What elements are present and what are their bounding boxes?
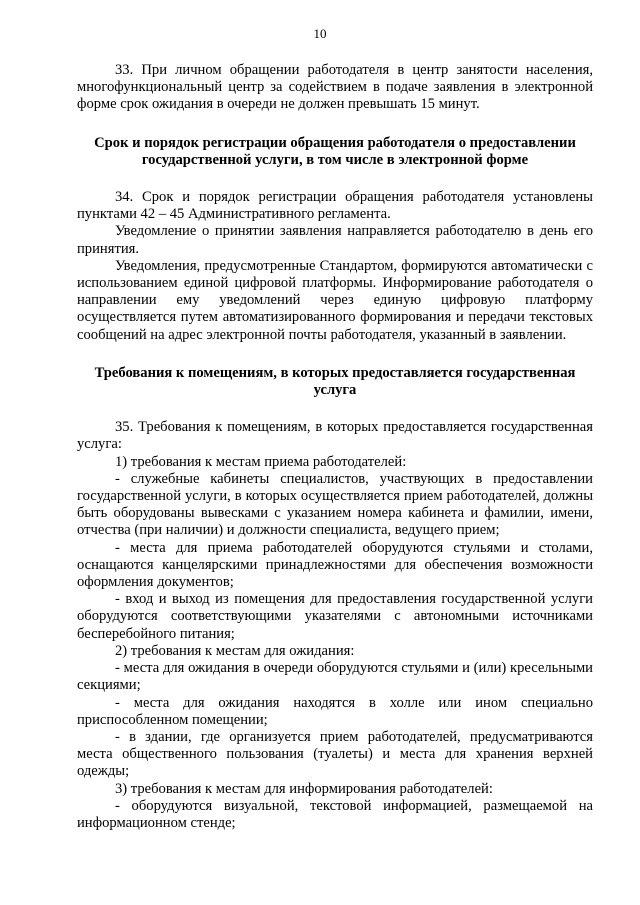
- list-item: - вход и выход из помещения для предоставления государственной услуги оборудуются соответствующими указателями с автономными источниками бесперебойного питания;: [77, 591, 593, 642]
- list-item: 3) требования к местам для информирования работодателей:: [115, 780, 493, 797]
- list-item: - служебные кабинеты специалистов, участвующих в предоставлении государственной услуги, в которых осуществляется прием работодателей, должны быть оборудованы вывесками с указанием номера кабинета и фамилии, имени, отчества (при наличии) и должности специалиста, ведущего прием;: [77, 470, 593, 539]
- list-item: 2) требования к местам для ожидания:: [115, 642, 355, 659]
- paragraph-35: 35. Требования к помещениям, в которых предоставляется государственная услуга:: [77, 419, 593, 453]
- list-item: - в здании, где организуется прием работодателей, предусматриваются места общественного пользования (туалеты) и места для хранения верхней одежды;: [77, 728, 593, 780]
- section-heading-registration: Срок и порядок регистрации обращения работодателя о предоставлении государственной услуги, в том числе в электронной форме: [94, 134, 576, 168]
- document-body: [77, 62, 593, 832]
- page-number: 10: [313, 26, 327, 41]
- list-item: - места для ожидания находятся в холле или ином специально приспособленном помещении;: [77, 694, 593, 728]
- paragraph-notifications-platform: Уведомления, предусмотренные Стандартом, формируются автоматически с использованием единой цифровой платформы. Информирование работодателя о направлении ему уведомлений через единую цифровую платформу осуществляется путем автоматизированного формирования и передачи текстовых сообщений на адрес электронной почты работодателя, указанный в заявлении.: [77, 257, 593, 343]
- list-item: - места для ожидания в очереди оборудуются стульями и (или) кресельными секциями;: [77, 660, 593, 694]
- paragraph-notification: Уведомление о принятии заявления направляется работодателю в день его принятия.: [77, 223, 593, 257]
- list-item: 1) требования к местам приема работодателей:: [115, 453, 407, 470]
- list-item: - места для приема работодателей оборудуются стульями и столами, оснащаются канцелярскими принадлежностями для обеспечения возможности оформления документов;: [77, 539, 593, 591]
- paragraph-34: 34. Срок и порядок регистрации обращения работодателя установлены пунктами 42 – 45 Административного регламента.: [77, 189, 593, 223]
- list-item: - оборудуются визуальной, текстовой информацией, размещаемой на информационном стенде;: [77, 797, 593, 831]
- paragraph-33: 33. При личном обращении работодателя в центр занятости населения, многофункциональный центр за содействием в подаче заявления в электронной форме срок ожидания в очереди не должен превышать 15 минут.: [77, 62, 593, 113]
- section-heading-premises: Требования к помещениям, в которых предоставляется государственная услуга: [94, 364, 576, 399]
